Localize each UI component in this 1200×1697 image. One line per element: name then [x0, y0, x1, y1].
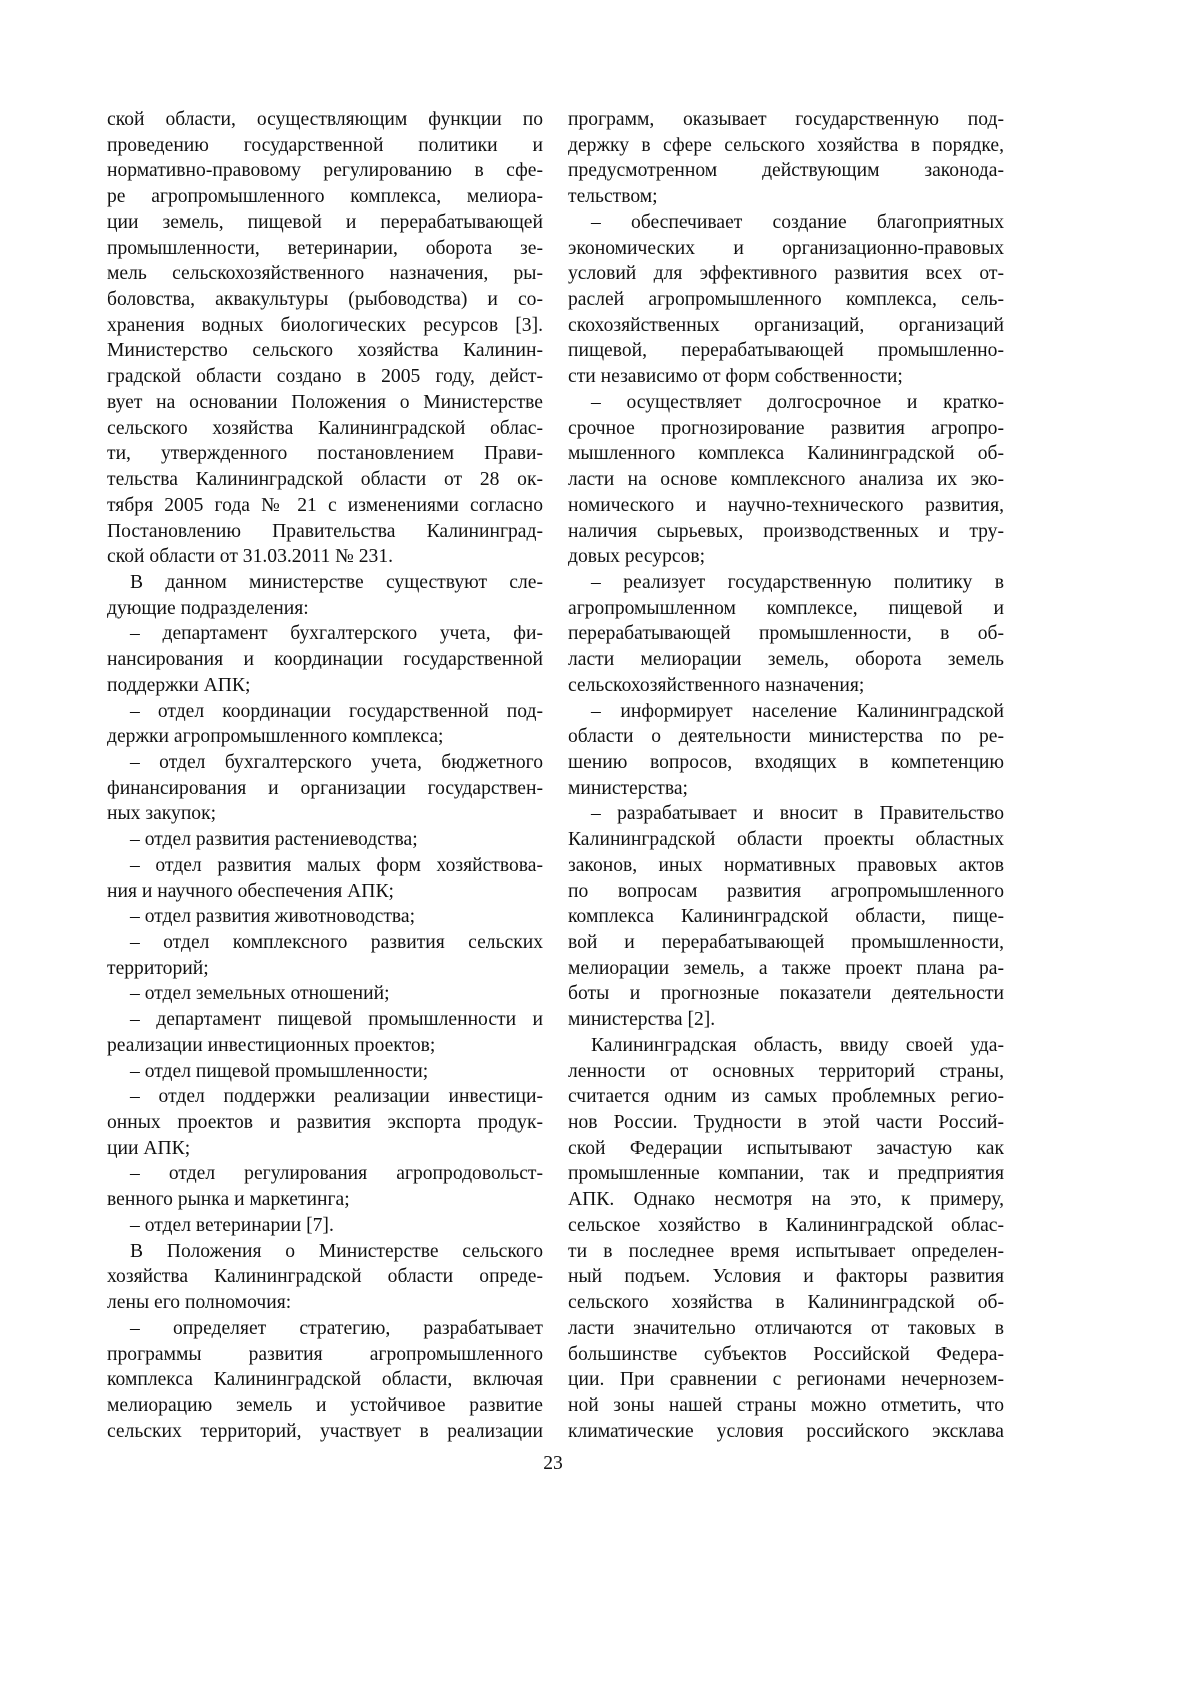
text-line: комплекса Калининградской области, включая: [107, 1367, 543, 1393]
text-line: Калининградская область, ввиду своей уда-: [568, 1033, 1004, 1059]
text-line: ти, утвержденного постановлением Прави-: [107, 441, 543, 467]
text-line: градской области создано в 2005 году, дейст-: [107, 364, 543, 390]
text-line: – отдел земельных отношений;: [107, 981, 543, 1007]
text-line: В данном министерстве существуют сле-: [107, 570, 543, 596]
text-line: – реализует государственную политику в: [568, 570, 1004, 596]
text-line: срочное прогнозирование развития агропро-: [568, 416, 1004, 442]
text-line: – отдел поддержки реализации инвестици-: [107, 1084, 543, 1110]
text-line: перерабатывающей промышленности, в об-: [568, 621, 1004, 647]
paragraph: [107, 827, 543, 853]
text-line: держки агропромышленного комплекса;: [107, 724, 543, 750]
text-line: Министерство сельского хозяйства Калинин-: [107, 338, 543, 364]
text-line: территорий;: [107, 956, 543, 982]
paragraph: [107, 1059, 543, 1085]
text-line: нансирования и координации государственной: [107, 647, 543, 673]
text-line: сти независимо от форм собственности;: [568, 364, 1004, 390]
text-line: по вопросам развития агропромышленного: [568, 879, 1004, 905]
text-line: ской области, осуществляющим функции по: [107, 107, 543, 133]
text-line: боты и прогнозные показатели деятельности: [568, 981, 1004, 1007]
text-line: шению вопросов, входящих в компетенцию: [568, 750, 1004, 776]
paragraph: [107, 930, 543, 981]
text-line: агропромышленном комплексе, пищевой и: [568, 596, 1004, 622]
text-line: программ, оказывает государственную под-: [568, 107, 1004, 133]
text-line: промышленности, ветеринарии, оборота зе-: [107, 236, 543, 262]
text-line: – отдел ветеринарии [7].: [107, 1213, 543, 1239]
text-line: программы развития агропромышленного: [107, 1342, 543, 1368]
text-line: – определяет стратегию, разрабатывает: [107, 1316, 543, 1342]
text-line: ный подъем. Условия и факторы развития: [568, 1264, 1004, 1290]
text-line: ласти на основе комплексного анализа их эко-: [568, 467, 1004, 493]
text-line: законов, иных нормативных правовых актов: [568, 853, 1004, 879]
paragraph: [568, 107, 1004, 210]
text-line: хранения водных биологических ресурсов [3].: [107, 313, 543, 339]
text-line: – отдел пищевой промышленности;: [107, 1059, 543, 1085]
text-line: финансирования и организации государствен-: [107, 776, 543, 802]
text-line: реализации инвестиционных проектов;: [107, 1033, 543, 1059]
paragraph: [107, 750, 543, 827]
text-line: ской Федерации испытывают зачастую как: [568, 1136, 1004, 1162]
text-line: вой и перерабатывающей промышленности,: [568, 930, 1004, 956]
text-line: нов России. Трудности в этой части Россий-: [568, 1110, 1004, 1136]
text-line: – отдел регулирования агропродовольст-: [107, 1161, 543, 1187]
text-line: дующие подразделения:: [107, 596, 543, 622]
page-number: 23: [0, 1453, 1106, 1475]
paragraph: [568, 1033, 1004, 1445]
text-line: сельских территорий, участвует в реализации: [107, 1419, 543, 1445]
text-line: Постановлению Правительства Калининград-: [107, 519, 543, 545]
text-line: ния и научного обеспечения АПК;: [107, 879, 543, 905]
text-line: мель сельскохозяйственного назначения, ры-: [107, 261, 543, 287]
text-line: министерства [2].: [568, 1007, 1004, 1033]
text-line: области о деятельности министерства по ре-: [568, 724, 1004, 750]
text-line: – обеспечивает создание благоприятных: [568, 210, 1004, 236]
text-line: мелиорации земель, а также проект плана ра-: [568, 956, 1004, 982]
text-line: тября 2005 года № 21 с изменениями согласно: [107, 493, 543, 519]
text-line: – отдел развития малых форм хозяйствова-: [107, 853, 543, 879]
paragraph: [107, 699, 543, 750]
paragraph: [107, 1239, 543, 1316]
text-line: Калининградской области проекты областных: [568, 827, 1004, 853]
text-line: хозяйства Калининградской области опреде-: [107, 1264, 543, 1290]
text-line: экономических и организационно-правовых: [568, 236, 1004, 262]
text-line: мелиорацию земель и устойчивое развитие: [107, 1393, 543, 1419]
text-line: нормативно-правовому регулированию в сфе-: [107, 158, 543, 184]
text-line: В Положения о Министерстве сельского: [107, 1239, 543, 1265]
text-line: – разрабатывает и вносит в Правительство: [568, 801, 1004, 827]
text-line: венного рынка и маркетинга;: [107, 1187, 543, 1213]
text-line: ных закупок;: [107, 801, 543, 827]
text-line: промышленные компании, так и предприятия: [568, 1161, 1004, 1187]
text-line: пищевой, перерабатывающей промышленно-: [568, 338, 1004, 364]
text-line: раслей агропромышленного комплекса, сель-: [568, 287, 1004, 313]
text-line: – отдел развития животноводства;: [107, 904, 543, 930]
paragraph: [107, 1213, 543, 1239]
paragraph: [107, 904, 543, 930]
paragraph: [107, 1007, 543, 1058]
paragraph: [107, 1084, 543, 1161]
text-line: министерства;: [568, 776, 1004, 802]
text-line: – осуществляет долгосрочное и кратко-: [568, 390, 1004, 416]
text-line: – отдел бухгалтерского учета, бюджетного: [107, 750, 543, 776]
text-line: климатические условия российского эксклава: [568, 1419, 1004, 1445]
text-line: большинстве субъектов Российской Федера-: [568, 1342, 1004, 1368]
text-line: лены его полномочия:: [107, 1290, 543, 1316]
text-line: – департамент пищевой промышленности и: [107, 1007, 543, 1033]
paragraph: [568, 390, 1004, 570]
text-line: – отдел комплексного развития сельских: [107, 930, 543, 956]
text-line: комплекса Калининградской области, пище-: [568, 904, 1004, 930]
text-line: – информирует население Калининградской: [568, 699, 1004, 725]
text-line: условий для эффективного развития всех от-: [568, 261, 1004, 287]
text-line: вует на основании Положения о Министерстве: [107, 390, 543, 416]
text-line: – департамент бухгалтерского учета, фи-: [107, 621, 543, 647]
paragraph: [568, 699, 1004, 802]
paragraph: [107, 621, 543, 698]
text-line: АПК. Однако несмотря на это, к примеру,: [568, 1187, 1004, 1213]
paragraph: [568, 210, 1004, 390]
text-line: ти в последнее время испытывает определен-: [568, 1239, 1004, 1265]
text-line: поддержки АПК;: [107, 673, 543, 699]
text-line: ции земель, пищевой и перерабатывающей: [107, 210, 543, 236]
text-line: скохозяйственных организаций, организаций: [568, 313, 1004, 339]
text-line: проведению государственной политики и: [107, 133, 543, 159]
text-line: мышленного комплекса Калининградской об-: [568, 441, 1004, 467]
text-line: ции. При сравнении с регионами нечернозем-: [568, 1367, 1004, 1393]
text-line: ской области от 31.03.2011 № 231.: [107, 544, 543, 570]
text-column-right: [568, 107, 1004, 1444]
text-line: онных проектов и развития экспорта продук-: [107, 1110, 543, 1136]
text-line: тельством;: [568, 184, 1004, 210]
text-line: сельского хозяйства в Калининградской об-: [568, 1290, 1004, 1316]
paragraph: [107, 853, 543, 904]
text-line: ной зоны нашей страны можно отметить, что: [568, 1393, 1004, 1419]
text-line: сельское хозяйство в Калининградской облас-: [568, 1213, 1004, 1239]
text-line: ленности от основных территорий страны,: [568, 1059, 1004, 1085]
text-line: считается одним из самых проблемных регио-: [568, 1084, 1004, 1110]
paragraph: [568, 570, 1004, 699]
paragraph: [107, 1316, 543, 1445]
text-line: ласти мелиорации земель, оборота земель: [568, 647, 1004, 673]
text-line: сельского хозяйства Калининградской облас-: [107, 416, 543, 442]
text-line: боловства, аквакультуры (рыбоводства) и со-: [107, 287, 543, 313]
paragraph: [107, 107, 543, 570]
text-column-left: [107, 107, 543, 1444]
paragraph: [107, 570, 543, 621]
text-line: ции АПК;: [107, 1136, 543, 1162]
paragraph: [107, 981, 543, 1007]
text-line: держку в сфере сельского хозяйства в порядке,: [568, 133, 1004, 159]
text-line: номического и научно-технического развития,: [568, 493, 1004, 519]
text-line: тельства Калининградской области от 28 ок-: [107, 467, 543, 493]
paragraph: [107, 1161, 543, 1212]
text-line: ре агропромышленного комплекса, мелиора-: [107, 184, 543, 210]
text-line: предусмотренном действующим законода-: [568, 158, 1004, 184]
text-line: сельскохозяйственного назначения;: [568, 673, 1004, 699]
text-line: ласти значительно отличаются от таковых в: [568, 1316, 1004, 1342]
text-line: – отдел развития растениеводства;: [107, 827, 543, 853]
text-line: наличия сырьевых, производственных и тру-: [568, 519, 1004, 545]
text-line: довых ресурсов;: [568, 544, 1004, 570]
paragraph: [568, 801, 1004, 1032]
text-line: – отдел координации государственной под-: [107, 699, 543, 725]
